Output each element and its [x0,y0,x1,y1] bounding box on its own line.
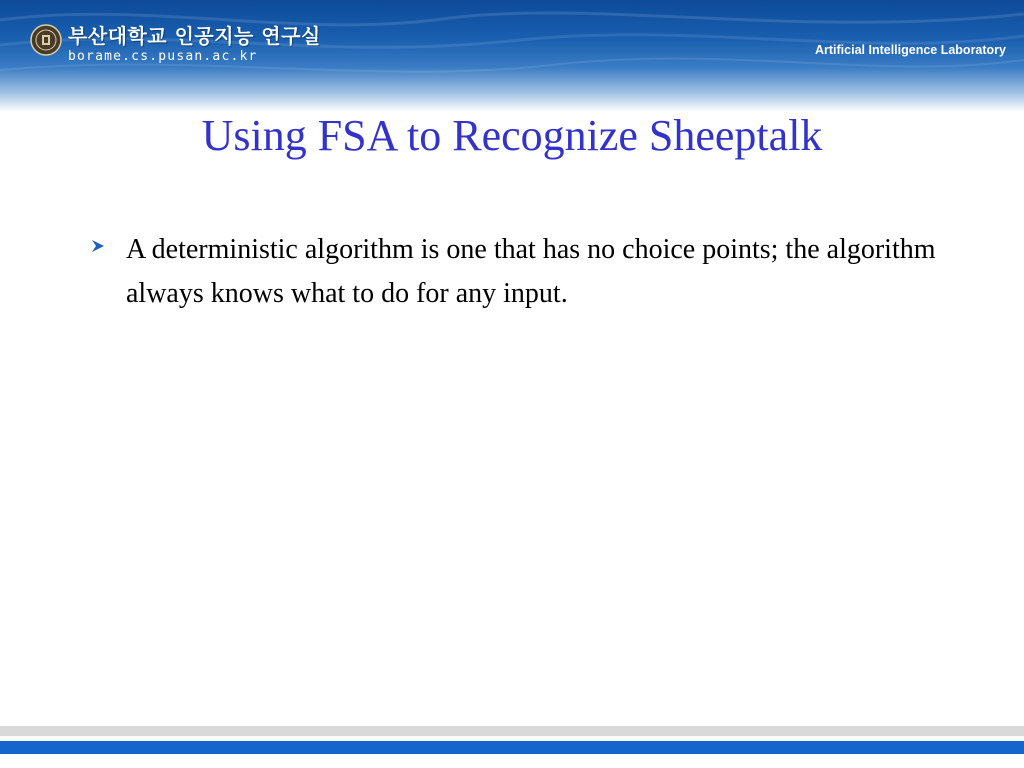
lab-name: Artificial Intelligence Laboratory [814,43,1006,57]
arrow-bullet-icon [90,238,106,254]
university-seal-icon [30,24,62,56]
bullet-text: A deterministic algorithm is one that has no choice points; the algorithm always knows what to do for any input. [126,234,936,309]
university-url: borame.cs.pusan.ac.kr [68,49,258,64]
university-name: 부산대학교 인공지능 연구실 [68,24,321,48]
footer-gray-band [0,726,1024,736]
header-banner [0,0,1024,112]
slide-title: Using FSA to Recognize Sheeptalk [201,111,823,160]
bullet-item [90,228,950,316]
bullet-list [90,228,950,316]
footer-blue-band [0,741,1024,754]
